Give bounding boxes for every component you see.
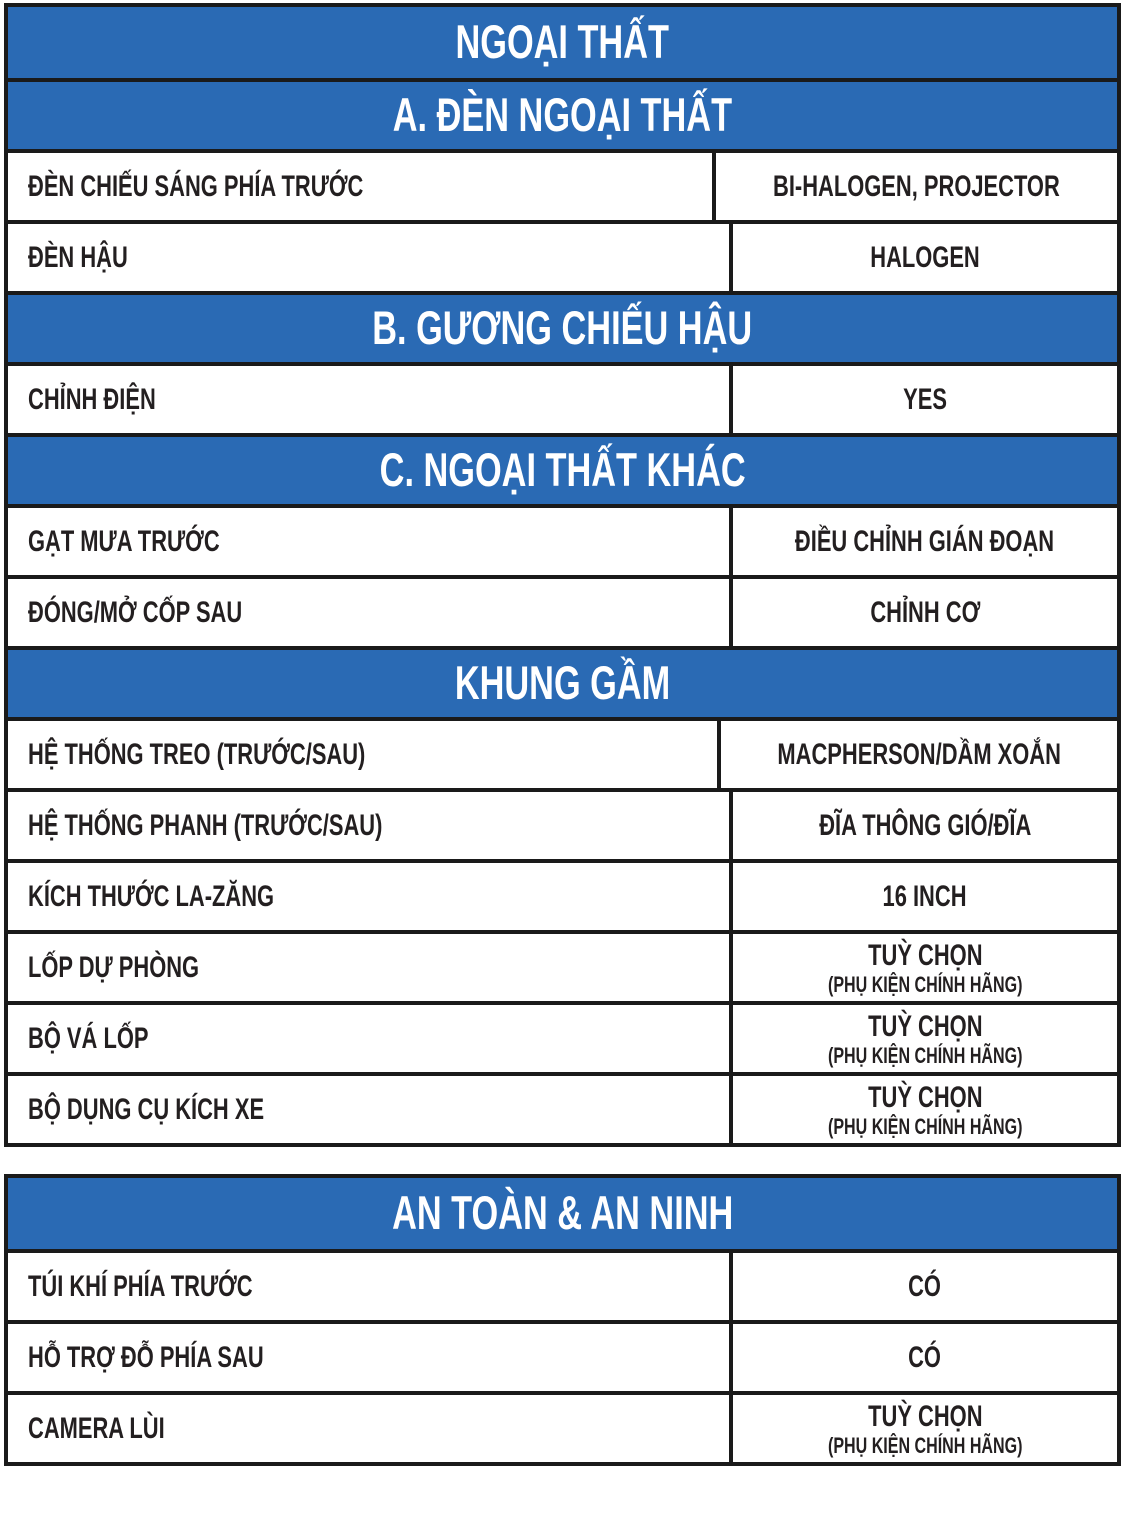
section-header-an-toan-an-ninh [8, 1178, 1117, 1249]
row-label: HỆ THỐNG PHANH (TRƯỚC/SAU) [28, 808, 383, 842]
row-value: YES [729, 366, 1117, 433]
row-label: TÚI KHÍ PHÍA TRƯỚC [28, 1269, 253, 1303]
row-value: CHỈNH CƠ [729, 579, 1117, 646]
row-value: CÓ [729, 1253, 1117, 1320]
table-row [8, 930, 1117, 1001]
table-row [8, 1320, 1117, 1391]
safety-security-spec-table [4, 1174, 1121, 1466]
row-label: GẠT MƯA TRƯỚC [28, 524, 220, 558]
table-row [8, 149, 1117, 220]
section-header-ngoai-that-khac [8, 433, 1117, 504]
row-value: BI-HALOGEN, PROJECTOR [712, 153, 1117, 220]
section-header-guong-chieu-hau [8, 291, 1117, 362]
table-row [8, 717, 1117, 788]
row-value-note: (PHỤ KIỆN CHÍNH HÃNG) [827, 1043, 1023, 1069]
table-row [8, 788, 1117, 859]
section-header-den-ngoai-that [8, 78, 1117, 149]
table-row [8, 504, 1117, 575]
row-value-note: (PHỤ KIỆN CHÍNH HÃNG) [827, 1433, 1023, 1459]
section-header-label: C. NGOẠI THẤT KHÁC [379, 443, 746, 497]
row-label: BỘ DỤNG CỤ KÍCH XE [28, 1092, 265, 1126]
section-header-label: A. ĐÈN NGOẠI THẤT [392, 88, 733, 142]
table-row [8, 362, 1117, 433]
section-header-label: B. GƯƠNG CHIẾU HẬU [372, 301, 753, 355]
row-label: CHỈNH ĐIỆN [28, 382, 156, 416]
row-value: HALOGEN [729, 224, 1117, 291]
row-value: TUỲ CHỌN (PHỤ KIỆN CHÍNH HÃNG) [729, 1076, 1117, 1143]
exterior-chassis-spec-table [4, 3, 1121, 1147]
row-value: MACPHERSON/DẦM XOẮN [717, 721, 1117, 788]
row-label: HỖ TRỢ ĐỖ PHÍA SAU [28, 1340, 264, 1374]
table-row [8, 1072, 1117, 1143]
row-label: ĐÈN CHIẾU SÁNG PHÍA TRƯỚC [28, 169, 364, 203]
row-value: ĐIỀU CHỈNH GIÁN ĐOẠN [729, 508, 1117, 575]
table-row [8, 1249, 1117, 1320]
row-label: KÍCH THƯỚC LA-ZĂNG [28, 879, 275, 913]
section-header-label: AN TOÀN & AN NINH [391, 1186, 734, 1240]
row-value: TUỲ CHỌN (PHỤ KIỆN CHÍNH HÃNG) [729, 1005, 1117, 1072]
row-value: CÓ [729, 1324, 1117, 1391]
row-value: 16 INCH [729, 863, 1117, 930]
row-value: ĐĨA THÔNG GIÓ/ĐĨA [729, 792, 1117, 859]
row-value: TUỲ CHỌN (PHỤ KIỆN CHÍNH HÃNG) [729, 1395, 1117, 1462]
section-header-khung-gam [8, 646, 1117, 717]
section-header-label: NGOẠI THẤT [455, 15, 670, 69]
table-row [8, 859, 1117, 930]
row-value-note: (PHỤ KIỆN CHÍNH HÃNG) [827, 972, 1023, 998]
table-row [8, 575, 1117, 646]
row-label: HỆ THỐNG TREO (TRƯỚC/SAU) [28, 737, 366, 771]
row-label: ĐÓNG/MỞ CỐP SAU [28, 595, 243, 629]
table-row [8, 1391, 1117, 1462]
row-value-note: (PHỤ KIỆN CHÍNH HÃNG) [827, 1114, 1023, 1140]
section-header-ngoai-that [8, 7, 1117, 78]
section-header-label: KHUNG GẦM [454, 656, 671, 710]
table-row [8, 220, 1117, 291]
row-label: LỐP DỰ PHÒNG [28, 950, 200, 984]
table-row [8, 1001, 1117, 1072]
row-label: ĐÈN HẬU [28, 240, 128, 274]
row-label: CAMERA LÙI [28, 1411, 165, 1445]
row-value: TUỲ CHỌN (PHỤ KIỆN CHÍNH HÃNG) [729, 934, 1117, 1001]
row-label: BỘ VÁ LỐP [28, 1021, 149, 1055]
